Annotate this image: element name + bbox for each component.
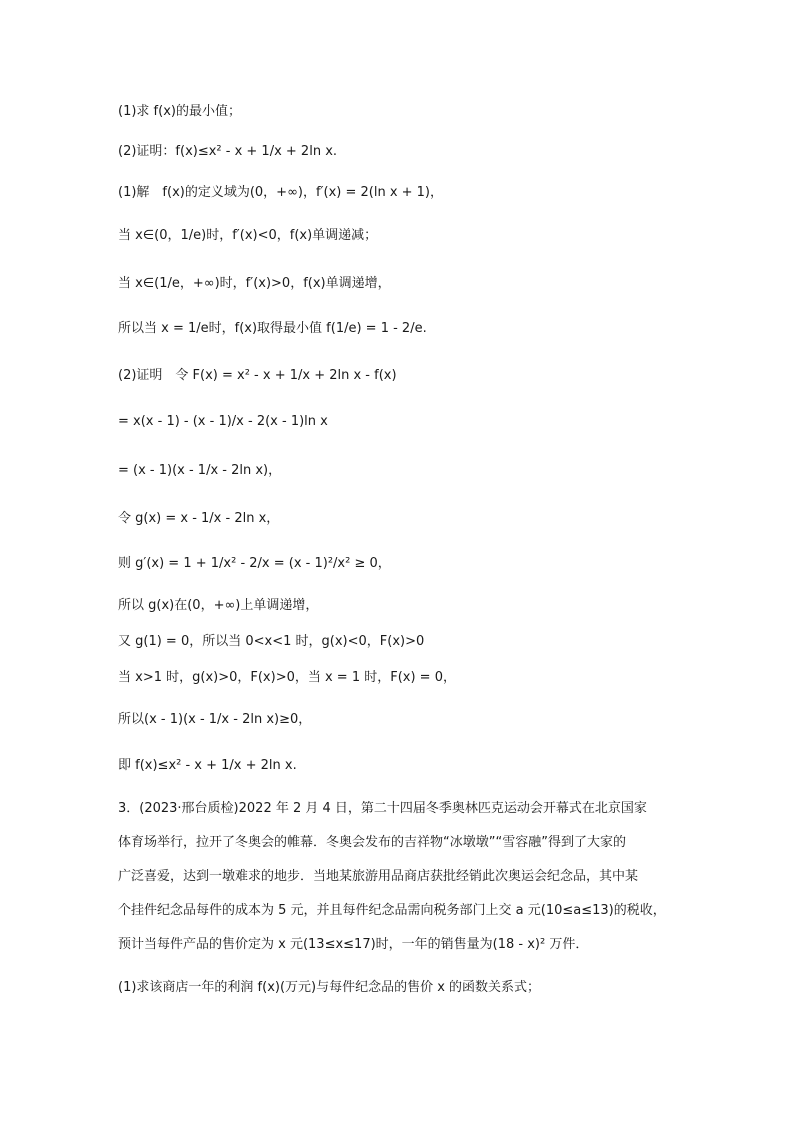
problem-3-question-1: (1)求该商店一年的利润 f(x)(万元)与每件纪念品的售价 x 的函数关系式； [118, 980, 541, 995]
proof-2-define-F: (2)证明 令 F(x) = x² - x + 1/x + 2ln x - f(x) [118, 368, 397, 383]
problem-3-line: 广泛喜爱，达到一墩难求的地步．当地某旅游用品商店获批经销此次奥运会纪念品，其中某 [118, 869, 639, 884]
proof-2-case-less: 又 g(1) = 0，所以当 0<x<1 时，g(x)<0，F(x)>0 [118, 634, 425, 649]
problem-3-line: 预计当每件产品的售价定为 x 元(13≤x≤17)时，一年的销售量为(18 - x)² 万件． [118, 937, 589, 952]
solution-1-increasing: 当 x∈(1/e，+∞)时，f′(x)>0，f(x)单调递增， [118, 276, 391, 291]
problem-3-line: 体育场举行，拉开了冬奥会的帷幕．冬奥会发布的吉祥物“冰墩墩”“雪容融”得到了大家的 [118, 835, 626, 850]
question-2: (2)证明：f(x)≤x² - x + 1/x + 2ln x. [118, 144, 338, 159]
problem-3-line: 个挂件纪念品每件的成本为 5 元，并且每件纪念品需向税务部门上交 a 元(10≤a≤13)的税收， [118, 903, 666, 918]
proof-2-factor: = (x - 1)(x - 1/x - 2ln x)， [118, 463, 282, 478]
proof-2-inequality: 所以(x - 1)(x - 1/x - 2ln x)≥0， [118, 712, 312, 727]
proof-2-conclusion: 即 f(x)≤x² - x + 1/x + 2ln x. [118, 758, 297, 773]
solution-1-domain: (1)解 f(x)的定义域为(0，+∞)，f′(x) = 2(ln x + 1)， [118, 185, 444, 200]
question-1: (1)求 f(x)的最小值； [118, 104, 241, 119]
solution-1-minimum: 所以当 x = 1/e时，f(x)取得最小值 f(1/e) = 1 - 2/e. [118, 321, 427, 336]
proof-2-define-g: 令 g(x) = x - 1/x - 2ln x， [118, 511, 280, 526]
problem-3-text [118, 792, 678, 962]
problem-3-line: 3．(2023·邢台质检)2022 年 2 月 4 日，第二十四届冬季奥林匹克运动会开幕式在北京国家 [118, 801, 647, 816]
proof-2-expand: = x(x - 1) - (x - 1)/x - 2(x - 1)ln x [118, 414, 328, 429]
solution-1-decreasing: 当 x∈(0，1/e)时，f′(x)<0，f(x)单调递减； [118, 228, 378, 243]
proof-2-case-greater: 当 x>1 时，g(x)>0，F(x)>0，当 x = 1 时，F(x) = 0， [118, 670, 456, 685]
proof-2-monotonic: 所以 g(x)在(0，+∞)上单调递增， [118, 598, 319, 613]
proof-2-derivative: 则 g′(x) = 1 + 1/x² - 2/x = (x - 1)²/x² ≥ 0， [118, 556, 391, 571]
